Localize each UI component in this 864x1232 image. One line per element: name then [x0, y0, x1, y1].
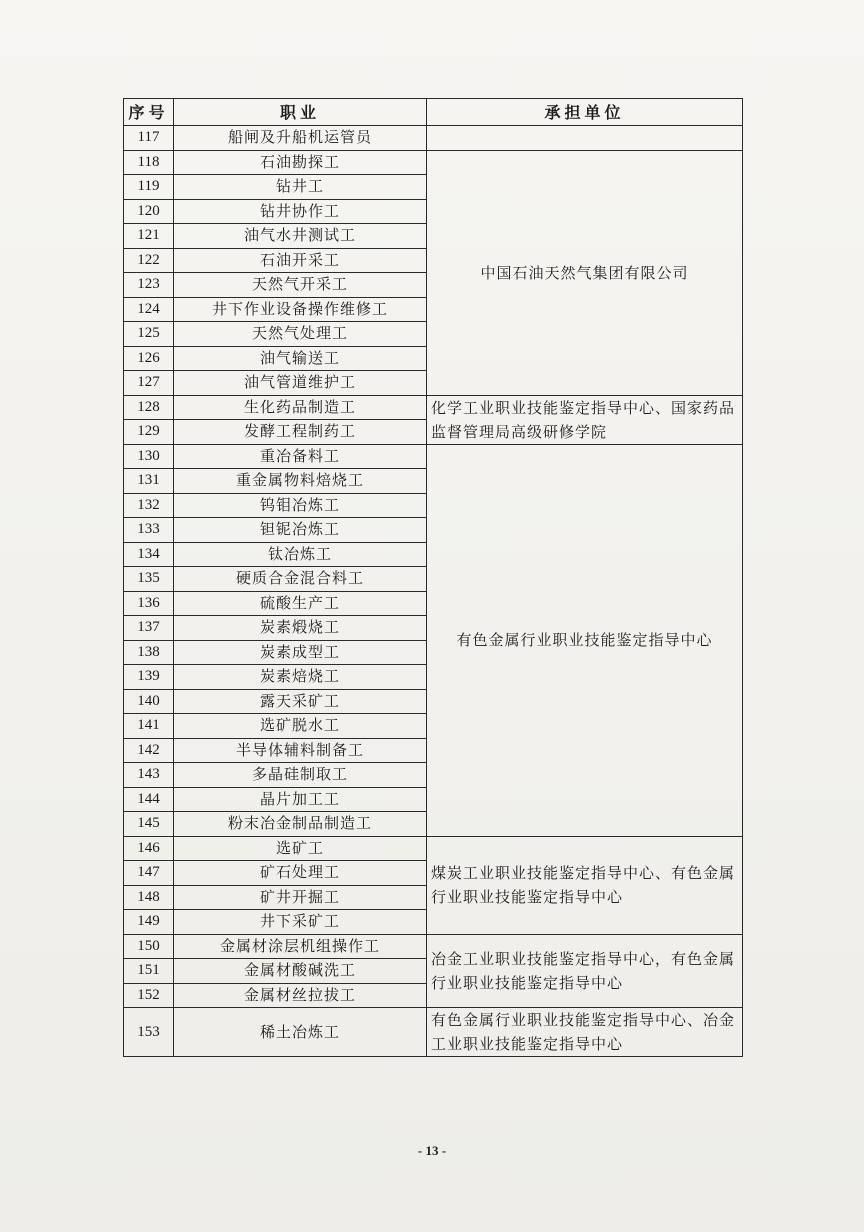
row-number: 139: [124, 665, 174, 690]
occupation-name: 钻井协作工: [174, 199, 427, 224]
organization-cell: 有色金属行业职业技能鉴定指导中心: [427, 444, 743, 836]
row-number: 137: [124, 616, 174, 641]
row-number: 128: [124, 395, 174, 420]
row-number: 153: [124, 1008, 174, 1057]
organization-cell: 有色金属行业职业技能鉴定指导中心、冶金工业职业技能鉴定指导中心: [427, 1008, 743, 1057]
occupation-name: 钨钼冶炼工: [174, 493, 427, 518]
row-number: 117: [124, 126, 174, 151]
occupation-name: 炭素煅烧工: [174, 616, 427, 641]
occupation-name: 硫酸生产工: [174, 591, 427, 616]
occupation-name: 船闸及升船机运管员: [174, 126, 427, 151]
occupation-name: 天然气处理工: [174, 322, 427, 347]
occupation-name: 生化药品制造工: [174, 395, 427, 420]
occupation-name: 钽铌冶炼工: [174, 518, 427, 543]
row-number: 120: [124, 199, 174, 224]
occupation-name: 金属材酸碱洗工: [174, 959, 427, 984]
occupation-name: 选矿脱水工: [174, 714, 427, 739]
organization-cell: 化学工业职业技能鉴定指导中心、国家药品监督管理局高级研修学院: [427, 395, 743, 444]
occupation-table: [123, 98, 743, 1057]
row-number: 132: [124, 493, 174, 518]
row-number: 152: [124, 983, 174, 1008]
organization-cell: 煤炭工业职业技能鉴定指导中心、有色金属行业职业技能鉴定指导中心: [427, 836, 743, 934]
occupation-name: 天然气开采工: [174, 273, 427, 298]
row-number: 119: [124, 175, 174, 200]
occupation-name: 钛冶炼工: [174, 542, 427, 567]
organization-cell: 中国石油天然气集团有限公司: [427, 150, 743, 395]
occupation-name: 重冶备料工: [174, 444, 427, 469]
table-row: [124, 1008, 743, 1057]
row-number: 133: [124, 518, 174, 543]
table-row: [124, 836, 743, 861]
occupation-name: 稀土冶炼工: [174, 1008, 427, 1057]
row-number: 134: [124, 542, 174, 567]
row-number: 144: [124, 787, 174, 812]
table-row: [124, 126, 743, 151]
occupation-name: 重金属物料焙烧工: [174, 469, 427, 494]
row-number: 127: [124, 371, 174, 396]
row-number: 125: [124, 322, 174, 347]
row-number: 143: [124, 763, 174, 788]
occupation-name: 金属材丝拉拔工: [174, 983, 427, 1008]
table-row: [124, 395, 743, 420]
occupation-name: 露天采矿工: [174, 689, 427, 714]
row-number: 140: [124, 689, 174, 714]
occupation-name: 油气水井测试工: [174, 224, 427, 249]
row-number: 150: [124, 934, 174, 959]
row-number: 136: [124, 591, 174, 616]
table-row: [124, 150, 743, 175]
occupation-name: 油气输送工: [174, 346, 427, 371]
header-organization: 承担单位: [427, 99, 743, 126]
row-number: 122: [124, 248, 174, 273]
row-number: 141: [124, 714, 174, 739]
occupation-name: 炭素成型工: [174, 640, 427, 665]
occupation-name: 矿石处理工: [174, 861, 427, 886]
occupation-name: 油气管道维护工: [174, 371, 427, 396]
occupation-name: 钻井工: [174, 175, 427, 200]
row-number: 147: [124, 861, 174, 886]
occupation-name: 硬质合金混合料工: [174, 567, 427, 592]
occupation-name: 矿井开掘工: [174, 885, 427, 910]
row-number: 118: [124, 150, 174, 175]
row-number: 149: [124, 910, 174, 935]
page-number: - 13 -: [417, 1143, 447, 1158]
occupation-name: 半导体辅料制备工: [174, 738, 427, 763]
row-number: 124: [124, 297, 174, 322]
occupation-name: 选矿工: [174, 836, 427, 861]
row-number: 121: [124, 224, 174, 249]
occupation-name: 井下作业设备操作维修工: [174, 297, 427, 322]
table-row: [124, 934, 743, 959]
row-number: 146: [124, 836, 174, 861]
occupation-name: 炭素焙烧工: [174, 665, 427, 690]
row-number: 123: [124, 273, 174, 298]
row-number: 138: [124, 640, 174, 665]
occupation-name: 多晶硅制取工: [174, 763, 427, 788]
row-number: 129: [124, 420, 174, 445]
occupation-name: 石油开采工: [174, 248, 427, 273]
header-occupation: 职业: [174, 99, 427, 126]
header-seq: 序号: [124, 99, 174, 126]
row-number: 148: [124, 885, 174, 910]
row-number: 135: [124, 567, 174, 592]
row-number: 126: [124, 346, 174, 371]
occupation-name: 粉末冶金制品制造工: [174, 812, 427, 837]
table-header-row: [124, 99, 743, 126]
occupation-name: 石油勘探工: [174, 150, 427, 175]
occupation-name: 井下采矿工: [174, 910, 427, 935]
row-number: 131: [124, 469, 174, 494]
row-number: 130: [124, 444, 174, 469]
organization-cell: 冶金工业职业技能鉴定指导中心，有色金属行业职业技能鉴定指导中心: [427, 934, 743, 1008]
occupation-name: 金属材涂层机组操作工: [174, 934, 427, 959]
occupation-name: 发酵工程制药工: [174, 420, 427, 445]
row-number: 142: [124, 738, 174, 763]
row-number: 145: [124, 812, 174, 837]
occupation-name: 晶片加工工: [174, 787, 427, 812]
row-number: 151: [124, 959, 174, 984]
organization-cell: [427, 126, 743, 151]
table-row: [124, 444, 743, 469]
